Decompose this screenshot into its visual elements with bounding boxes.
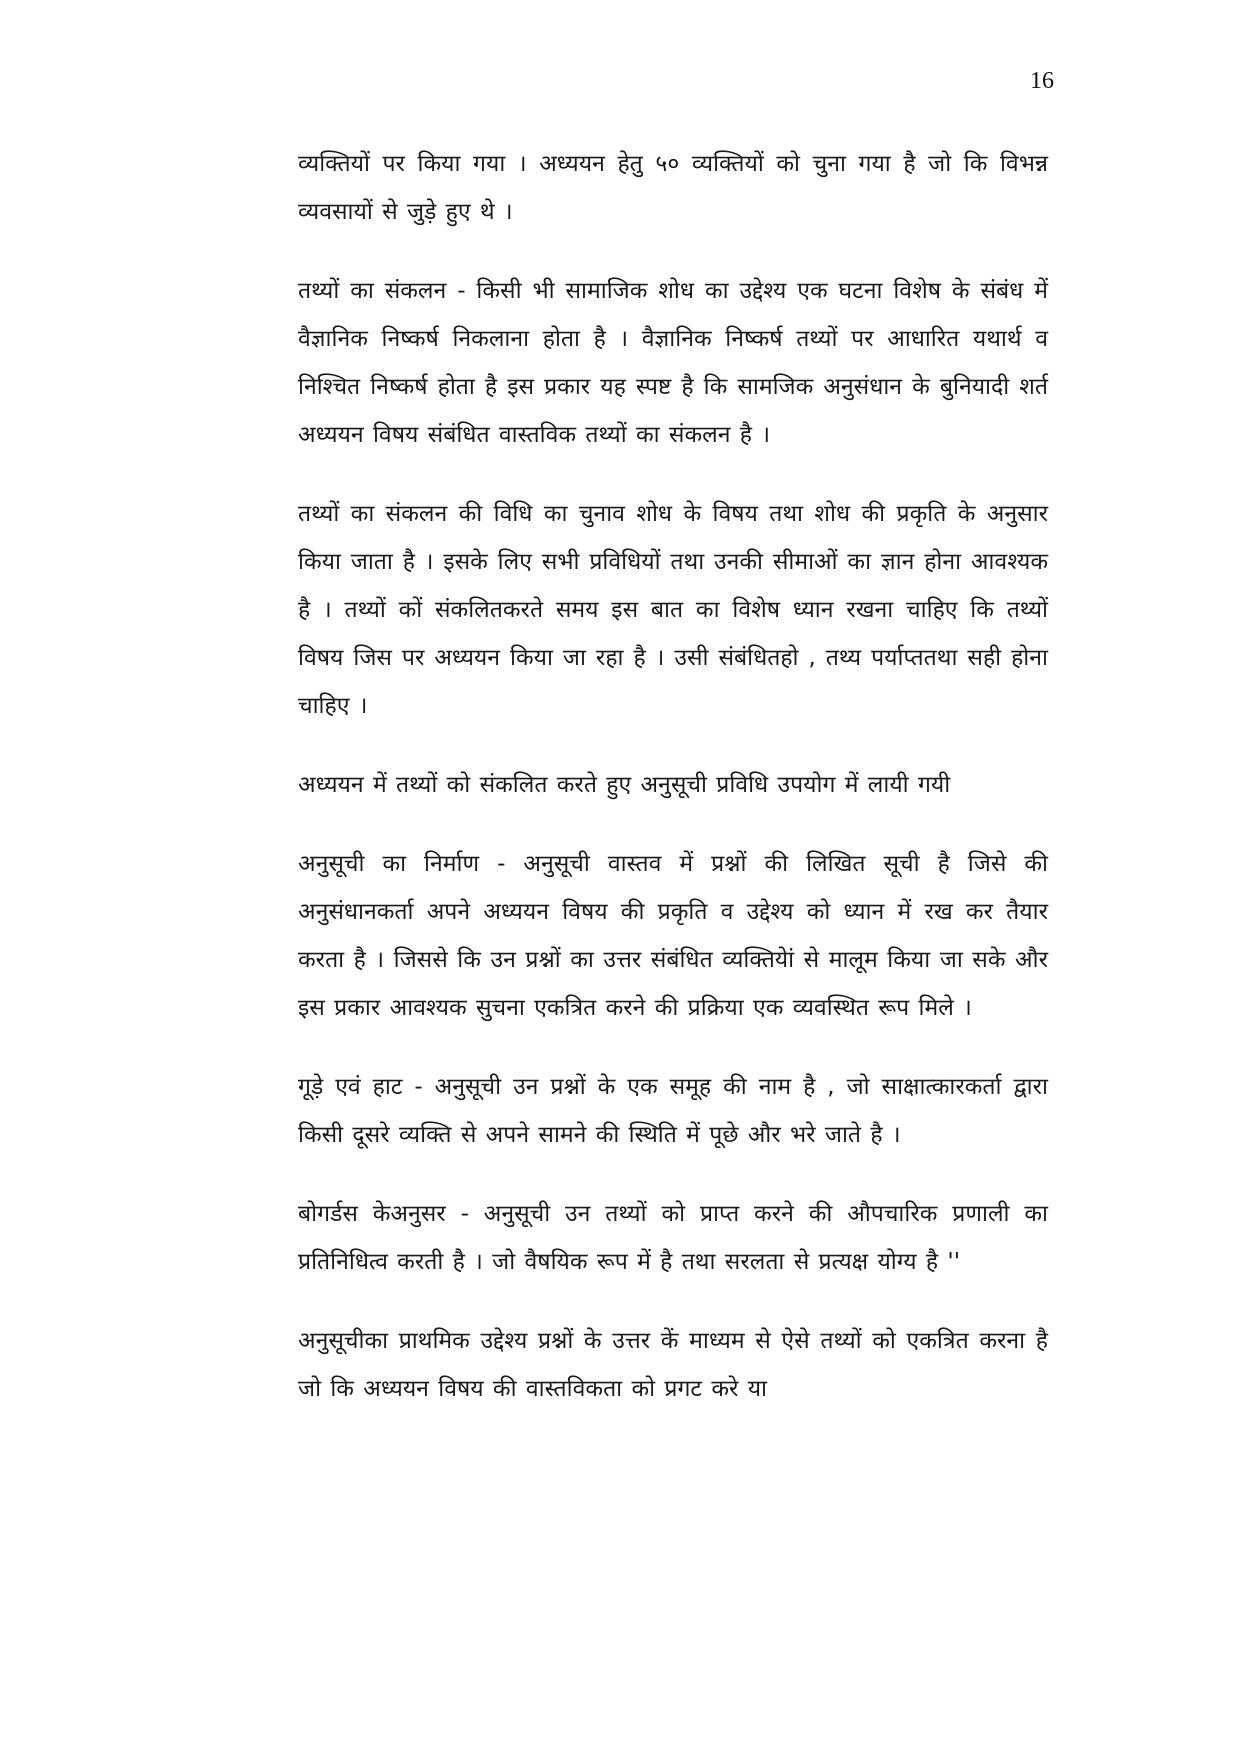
paragraph-schedule-construction: अनुसूची का निर्माण - अनुसूची वास्तव में प्रश्नों की लिखित सूची है जिसे की अनुसंधानकर्ता अपने अध्ययन विषय की प्रकृति व उद्देश्य को ध्यान में रख कर तैयार करता है । जिससे कि उन प्रश्नों का उत्तर संबंधित व्यक्तियेां से मालूम किया जा सके और इस प्रकार आवश्यक सुचना एकत्रित करने की प्रक्रिया एक व्यवस्थित रूप मिले । [298,851,1048,1021]
paragraph-schedule-technique: अध्ययन में तथ्यों को संकलित करते हुए अनुसूची प्रविधि उपयोग में लायी गयी [298,772,951,798]
paragraph-1: व्यक्तियों पर किया गया । अध्ययन हेतु ५० व्यक्तियों को चुना गया है जो कि विभन्न व्यवसायों से जुड़े हुए थे । [298,151,1048,225]
document-body [298,140,1048,1444]
paragraph-collection-method: तथ्यों का संकलन की विधि का चुनाव शोध के विषय तथा शोध की प्रकृति के अनुसार किया जाता है । इसके लिए सभी प्रविधियों तथा उनकी सीमाओं का ज्ञान होना आवश्यक है । तथ्यों कों संकलितकरते समय इस बात का विशेष ध्यान रखना चाहिए कि तथ्यों विषय जिस पर अध्ययन किया जा रहा है । उसी संबंधितहो , तथ्य पर्याप्ततथा सही होना चाहिए । [298,501,1048,719]
paragraph-goode-hatt: गूड़े एवं हाट - अनुसूची उन प्रश्नों के एक समूह की नाम है , जो साक्षात्कारकर्ता द्वारा किसी दूसरे व्यक्ति से अपने सामने की स्थिति में पूछे और भरे जाते है । [298,1074,1048,1148]
paragraph-facts-collection: तथ्यों का संकलन - किसी भी सामाजिक शोध का उद्देश्य एक घटना विशेष के संबंध में वैज्ञानिक निष्कर्ष निकलाना होता है । वैज्ञानिक निष्कर्ष तथ्यों पर आधारित यथार्थ व निश्चित निष्कर्ष होता है इस प्रकार यह स्पष्ट है कि सामजिक अनुसंधान के बुनियादी शर्त अध्ययन विषय संबंधित वास्तविक तथ्यों का संकलन है । [298,278,1048,448]
page-number: 16 [1030,68,1054,94]
paragraph-schedule-objective: अनुसूचीका प्राथमिक उद्देश्य प्रश्नों के उत्तर कें माध्यम से ऐसे तथ्यों को एकत्रित करना है जो कि अध्ययन विषय की वास्तविकता को प्रगट करे या [298,1328,1048,1402]
paragraph-bogardus: बोगर्डस केअनुसर - अनुसूची उन तथ्यों को प्राप्त करने की औपचारिक प्रणाली का प्रतिनिधित्व करती है । जो वैषयिक रूप में है तथा सरलता से प्रत्यक्ष योग्य है '' [298,1201,1048,1275]
